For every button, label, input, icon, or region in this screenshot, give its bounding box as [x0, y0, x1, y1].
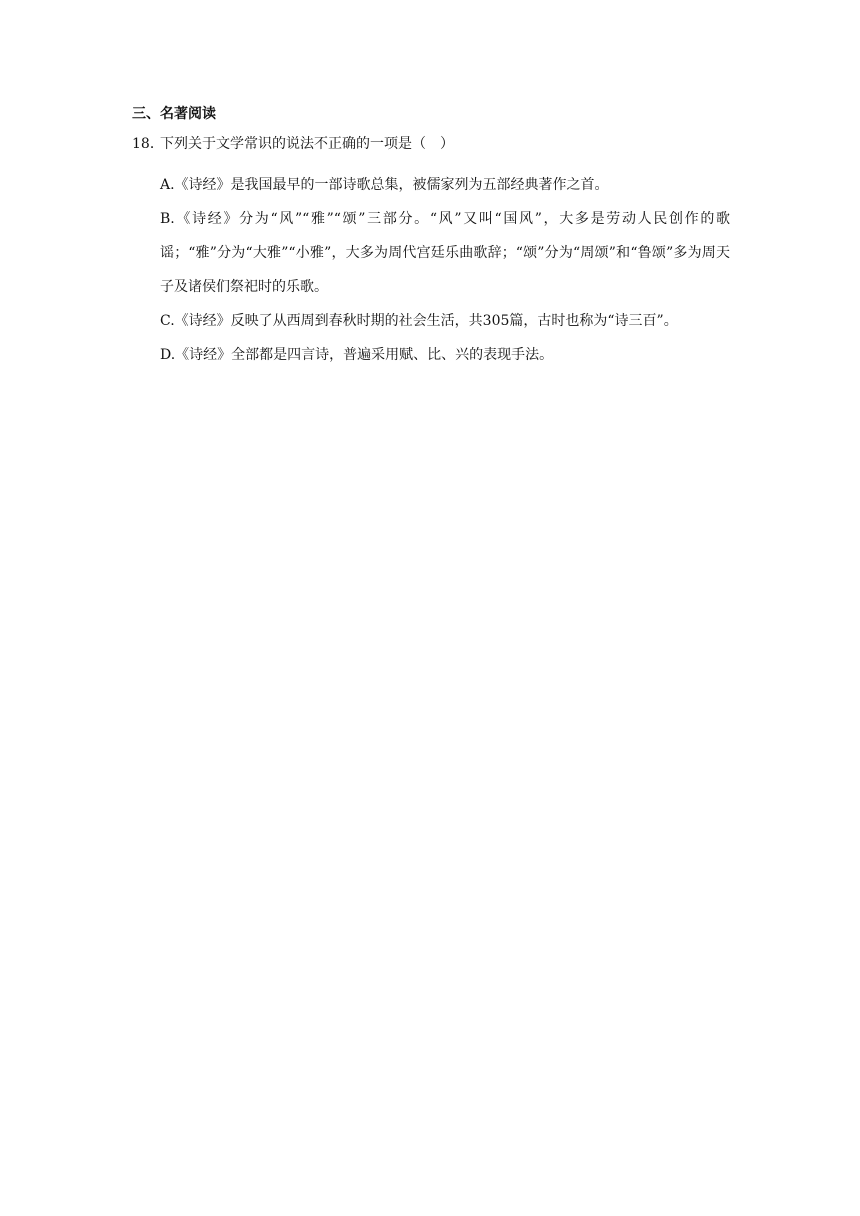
section-title: 三、名著阅读: [132, 106, 216, 122]
options-list: [160, 168, 730, 372]
option-a: A.《诗经》是我国最早的一部诗歌总集，被儒家列为五部经典著作之首。: [160, 177, 609, 193]
question-stem: 下列关于文学常识的说法不正确的一项是（ ）: [160, 136, 454, 152]
question-number: 18．: [132, 136, 164, 152]
option-c: C.《诗经》反映了从西周到春秋时期的社会生活，共305篇，古时也称为“诗三百”。: [160, 313, 678, 329]
option-b: B.《诗经》分为“风”“雅”“颂”三部分。“风”又叫“国风”，大多是劳动人民创作的歌谣；“雅”分为“大雅”“小雅”，大多为周代宫廷乐曲歌辞；“颂”分为“周颂”和“鲁颂”多为周天子及诸侯们祭祀时的乐歌。: [160, 211, 730, 295]
question-stem-line: [132, 134, 454, 154]
option-d: D.《诗经》全部都是四言诗，普遍采用赋、比、兴的表现手法。: [160, 347, 554, 363]
